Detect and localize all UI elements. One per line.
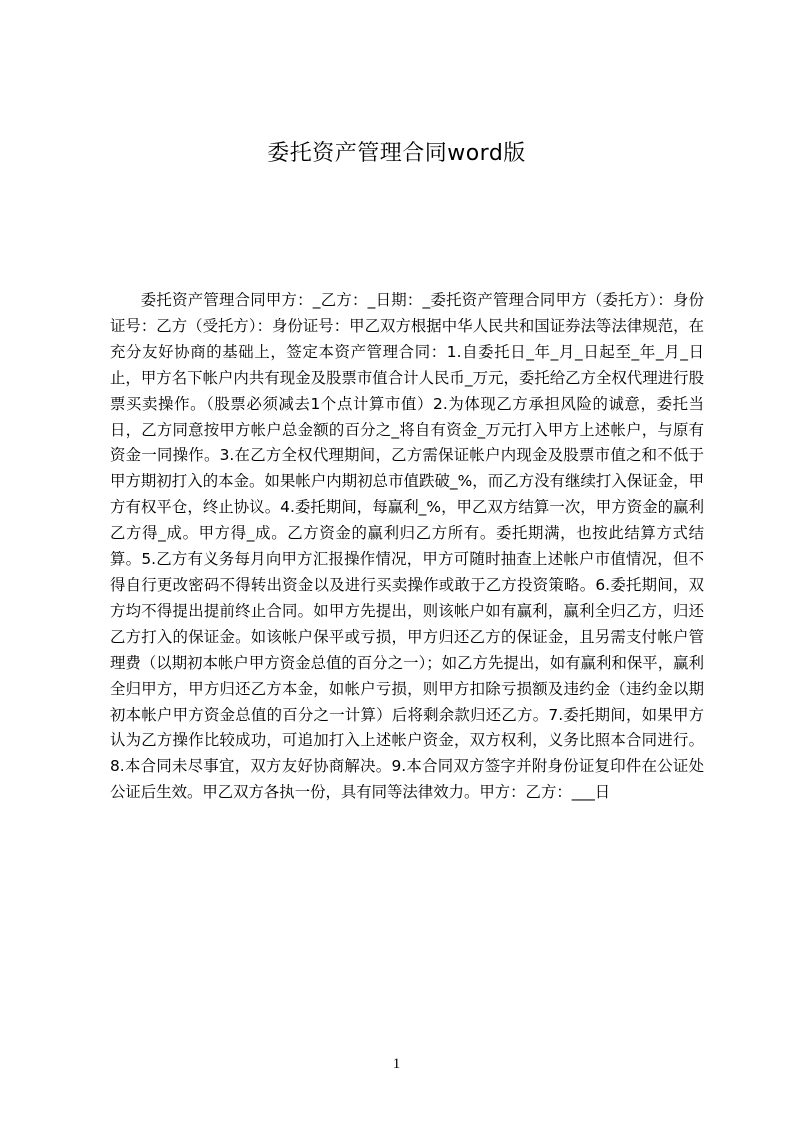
- contract-body-text: 委托资产管理合同甲方：_乙方：_日期：_委托资产管理合同甲方（委托方）：身份证号：乙方（受托方）：身份证号：甲乙双方根据中华人民共和国证券法等法律规范，在充分友好协商的基础上，签定本资产管理合同：1.自委托日_年_月_日起至_年_月_日止，甲方名下帐户内共有现金及股票市值合计人民币_万元，委托给乙方全权代理进行股票买卖操作。（股票必须减去1个点计算市值）2.为体现乙方承担风险的诚意，委托当日，乙方同意按甲方帐户总金额的百分之_将自有资金_万元打入甲方上述帐户，与原有资金一同操作。3.在乙方全权代理期间，乙方需保证帐户内现金及股票市值之和不低于甲方期初打入的本金。如果帐户内期初总市值跌破_%，而乙方没有继续打入保证金，甲方有权平仓，终止协议。4.委托期间，每赢利_%，甲乙双方结算一次，甲方资金的赢利乙方得_成。甲方得_成。乙方资金的赢利归乙方所有。委托期满，也按此结算方式结算。5.乙方有义务每月向甲方汇报操作情况，甲方可随时抽查上述帐户市值情况，但不得自行更改密码不得转出资金以及进行买卖操作或敢于乙方投资策略。6.委托期间，双方均不得提出提前终止合同。如甲方先提出，则该帐户如有赢利，赢利全归乙方，归还乙方打入的保证金。如该帐户保平或亏损，甲方归还乙方的保证金，且另需支付帐户管理费（以期初本帐户甲方资金总值的百分之一）；如乙方先提出，如有赢利和保平，赢利全归甲方，甲方归还乙方本金，如帐户亏损，则甲方扣除亏损额及违约金（违约金以期初本帐户甲方资金总值的百分之一计算）后将剩余款归还乙方。7.委托期间，如果甲方认为乙方操作比较成功，可追加打入上述帐户资金，双方权利，义务比照本合同进行。8.本合同未尽事宜，双方友好协商解决。9.本合同双方签字并附身份证复印件在公证处公证后生效。甲乙双方各执一份，具有同等法律效力。甲方：乙方：___日: [110, 291, 704, 802]
- document-title: 委托资产管理合同word版: [267, 141, 526, 166]
- page-number: 1: [392, 1056, 401, 1072]
